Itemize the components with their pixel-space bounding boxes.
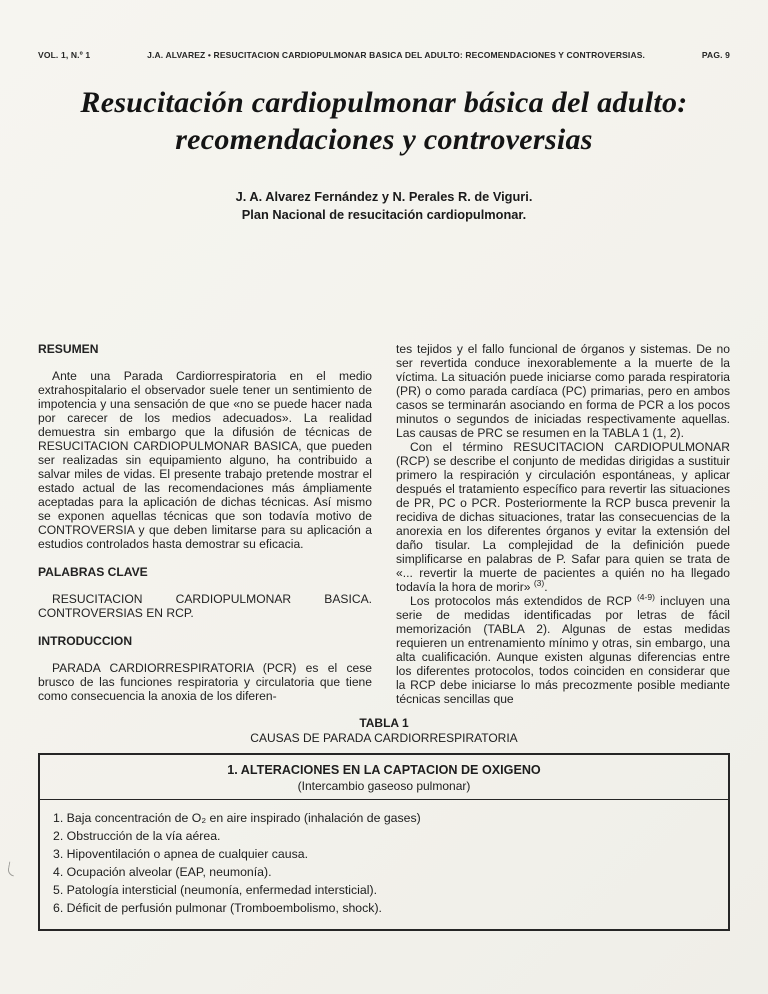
left-column <box>38 342 372 706</box>
authors-line: J. A. Alvarez Fernández y N. Perales R. de Viguri. <box>235 189 533 204</box>
section-heading-resumen: RESUMEN <box>38 342 99 356</box>
article-body <box>38 342 730 706</box>
table-1-header <box>40 755 728 800</box>
article-title-line1: Resucitación cardiopulmonar básica del adulto: <box>80 86 688 119</box>
paragraph-3-end: incluyen una serie de medidas identificadas por letras de fácil memorización (TABLA 2). Algunas de estas medidas requieren un entrenamiento mínimo y otras, sin embargo, una alta cualificación. Aunque existen algunas diferencias entre los diferentes protocolos, todos coinciden en considerar que la RCP debe iniciarse lo más precozmente posible mediante técnicas sencillas que <box>396 594 730 706</box>
table-row: 6. Déficit de perfusión pulmonar (Tromboembolismo, shock). <box>53 901 382 915</box>
table-row: 5. Patología intersticial (neumonía, enfermedad intersticial). <box>53 883 377 897</box>
citation-ref-4-9: (4-9) <box>636 591 655 602</box>
section-heading-palabras-clave: PALABRAS CLAVE <box>38 565 148 579</box>
table-row: 3. Hipoventilación o apnea de cualquier causa. <box>53 847 308 861</box>
article-title <box>38 84 730 158</box>
table-1-list <box>40 800 728 929</box>
table-caption-title: CAUSAS DE PARADA CARDIORRESPIRATORIA <box>250 731 518 745</box>
resumen-paragraph: Ante una Parada Cardiorrespiratoria en el medio extrahospitalario el observador suele tener un sentimiento de impotencia y una sensación de que «no se puede hacer nada por carecer de los medios adecuados». La realidad demuestra sin embargo que la difusión de técnicas de RESUCITACION CARDIOPULMONAR BASICA, que pueden ser realizadas sin equipamiento alguno, ha contribuido a salvar miles de vidas. El presente trabajo pretende mostrar el estado actual de las recomendaciones más ámpliamente aceptadas para la aplicación de dichas técnicas. Así mismo se exponen aquellas técnicas que son todavía motivo de CONTROVERSIA y que deben limitarse para su aplicación a estudios controlados hasta demostrar su eficacia. <box>38 369 372 551</box>
running-title: J.A. ALVAREZ • RESUCITACION CARDIOPULMONAR BASICA DEL ADULTO: RECOMENDACIONES Y CONTROVERSIAS. <box>147 50 646 60</box>
body-paragraph-1: tes tejidos y el fallo funcional de órganos y sistemas. De no ser revertida conduce inexorablemente a la muerte de la víctima. La situación puede iniciarse como parada respiratoria (PR) o como parada cardíaca (PC) primarias, pero en ambos casos se terminarán asociando en forma de PCR a los pocos minutos o segundos de iniciadas respectivamente aquellas. Las causas de PRC se resumen en la TABLA 1 (1, 2). <box>396 342 730 440</box>
paragraph-3-text: Los protocolos más extendidos de RCP <box>410 594 637 608</box>
table-1-box <box>38 753 730 931</box>
table-1-header-title: 1. ALTERACIONES EN LA CAPTACION DE OXIGENO <box>227 763 541 777</box>
citation-ref-3: (3) <box>533 577 545 588</box>
right-column <box>396 342 730 706</box>
running-header <box>38 50 730 60</box>
table-caption <box>38 716 730 746</box>
affiliation-line: Plan Nacional de resucitación cardiopulmonar. <box>241 207 527 222</box>
article-title-line2: recomendaciones y controversias <box>175 123 593 156</box>
introduccion-paragraph: PARADA CARDIORRESPIRATORIA (PCR) es el cese brusco de las funciones respiratoria y circulatoria que tiene como consecuencia la anoxia de los diferen- <box>38 661 372 703</box>
body-paragraph-2 <box>396 440 730 594</box>
table-caption-number: TABLA 1 <box>359 716 409 730</box>
table-row: 2. Obstrucción de la vía aérea. <box>53 829 221 843</box>
paragraph-2-end: . <box>544 580 548 594</box>
section-heading-introduccion: INTRODUCCION <box>38 634 133 648</box>
table-row: 4. Ocupación alveolar (EAP, neumonía). <box>53 865 272 879</box>
body-paragraph-3 <box>396 591 730 706</box>
table-1-header-subtitle: (Intercambio gaseoso pulmonar) <box>297 779 471 793</box>
volume-label: VOL. 1, N.º 1 <box>38 50 91 60</box>
table-row: 1. Baja concentración de O₂ en aire inspirado (inhalación de gases) <box>53 811 421 825</box>
palabras-clave-paragraph: RESUCITACION CARDIOPULMONAR BASICA. CONTROVERSIAS EN RCP. <box>38 592 372 620</box>
byline <box>38 188 730 224</box>
page-number: PAG. 9 <box>701 50 730 60</box>
paragraph-2-text: Con el término RESUCITACION CARDIOPULMONAR (RCP) se describe el conjunto de medidas dirigidas a sustituir primero la respiración y circulación espontáneas, y aplicar después el tratamiento específico para revertir las situaciones de PR, PC o PCR. Posteriormente la RCP busca prevenir la recidiva de dichas situaciones, tratar las consecuencias de la anorexia en los diferentes órganos y evitar la extensión del daño tisular. La complejidad de la definición puede simplificarse en palabras de P. Safar para quien se trata de «... revertir la muerte de pacientes a quién no ha llegado todavía la hora de morir» <box>396 440 730 594</box>
